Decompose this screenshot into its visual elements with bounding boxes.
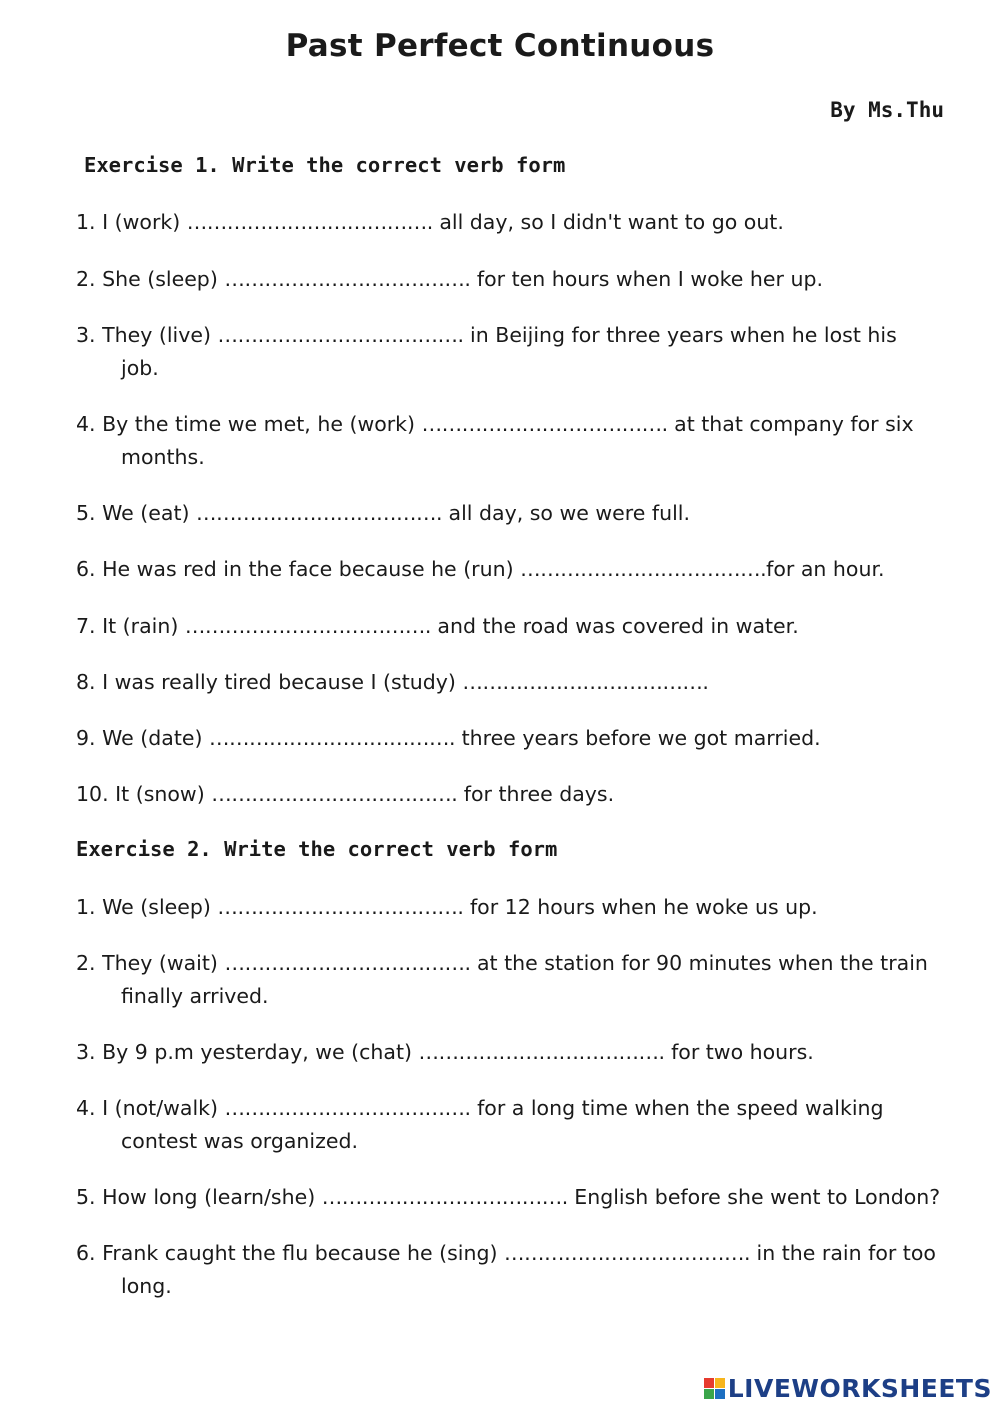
liveworksheets-logo[interactable] [704,1374,992,1403]
exercise-1-item-3 [76,319,946,385]
item-text: 6. Frank caught the flu because he (sing) [76,1241,504,1265]
exercise-2-heading: Exercise 2. Write the correct verb form [76,837,558,861]
item-text: 3. They (live) [76,323,218,347]
exercise-2-item-4 [76,1092,946,1158]
item-text: 4. I (not/walk) [76,1096,225,1120]
answer-blank[interactable]: ………………………………. [520,557,767,581]
answer-blank[interactable]: ………………………………. [217,323,464,347]
exercise-2-item-1 [76,891,946,924]
item-text: 5. How long (learn/she) [76,1185,322,1209]
answer-blank[interactable]: ………………………………. [224,1096,471,1120]
item-text: 2. They (wait) [76,951,225,975]
exercise-2-item-5 [76,1181,946,1214]
item-text: 3. By 9 p.m yesterday, we (chat) [76,1040,419,1064]
logo-text: LIVEWORKSHEETS [727,1374,992,1403]
logo-square [704,1378,714,1388]
item-text: 10. It (snow) [76,782,212,806]
answer-blank[interactable]: ………………………………. [184,614,431,638]
item-continuation: months. [121,445,205,469]
item-text: 1. I (work) [76,210,187,234]
item-text: 8. I was really tired because I (study) [76,670,463,694]
item-text: 9. We (date) [76,726,210,750]
exercise-1-item-9 [76,722,946,755]
item-text: three years before we got married. [455,726,821,750]
item-text: 6. He was red in the face because he (run) [76,557,521,581]
item-text: for ten hours when I woke her up. [470,267,823,291]
item-continuation: long. [121,1274,172,1298]
item-continuation: finally arrived. [121,984,269,1008]
item-text: for an hour. [766,557,885,581]
item-text: for three days. [457,782,615,806]
item-continuation: job. [121,356,159,380]
item-text: 5. We (eat) [76,501,196,525]
item-text: all day, so I didn't want to go out. [432,210,784,234]
answer-blank[interactable]: ………………………………. [186,210,433,234]
exercise-1-item-1 [76,206,946,239]
logo-square [715,1389,725,1399]
answer-blank[interactable]: ………………………………. [211,782,458,806]
answer-blank[interactable]: ………………………………. [462,670,709,694]
item-text: and the road was covered in water. [430,614,799,638]
answer-blank[interactable]: ………………………………. [321,1185,568,1209]
exercise-1-item-10 [76,778,946,811]
item-text: in the rain for too [750,1241,936,1265]
item-text: for a long time when the speed walking [470,1096,884,1120]
exercise-2-item-2 [76,947,946,1013]
answer-blank[interactable]: ………………………………. [209,726,456,750]
logo-square [704,1389,714,1399]
exercise-1-item-8 [76,666,946,699]
answer-blank[interactable]: ………………………………. [224,267,471,291]
item-text: 7. It (rain) [76,614,185,638]
page-title: Past Perfect Continuous [285,28,715,64]
exercise-1-item-5 [76,497,946,530]
item-text: English before she went to London? [567,1185,941,1209]
answer-blank[interactable]: ………………………………. [421,412,668,436]
item-text: at that company for six [667,412,914,436]
item-text: all day, so we were full. [442,501,690,525]
answer-blank[interactable]: ………………………………. [217,895,464,919]
exercise-2-item-3 [76,1036,946,1069]
answer-blank[interactable]: ………………………………. [196,501,443,525]
answer-blank[interactable]: ………………………………. [504,1241,751,1265]
item-text: in Beijing for three years when he lost his [463,323,897,347]
logo-mark-icon [704,1378,725,1399]
exercise-1-heading: Exercise 1. Write the correct verb form [84,153,566,177]
logo-square [715,1378,725,1388]
item-text: 2. She (sleep) [76,267,225,291]
item-text: 1. We (sleep) [76,895,218,919]
item-continuation: contest was organized. [121,1129,358,1153]
item-text: for two hours. [664,1040,814,1064]
exercise-1-item-6 [76,553,946,586]
answer-blank[interactable]: ………………………………. [224,951,471,975]
exercise-1-item-4 [76,408,946,474]
author-credit: By Ms.Thu [830,98,944,122]
item-text: 4. By the time we met, he (work) [76,412,422,436]
exercise-1-item-7 [76,610,946,643]
item-text: for 12 hours when he woke us up. [463,895,818,919]
item-text: at the station for 90 minutes when the train [470,951,928,975]
exercise-2-item-6 [76,1237,946,1303]
exercise-1-item-2 [76,263,946,296]
answer-blank[interactable]: ………………………………. [418,1040,665,1064]
